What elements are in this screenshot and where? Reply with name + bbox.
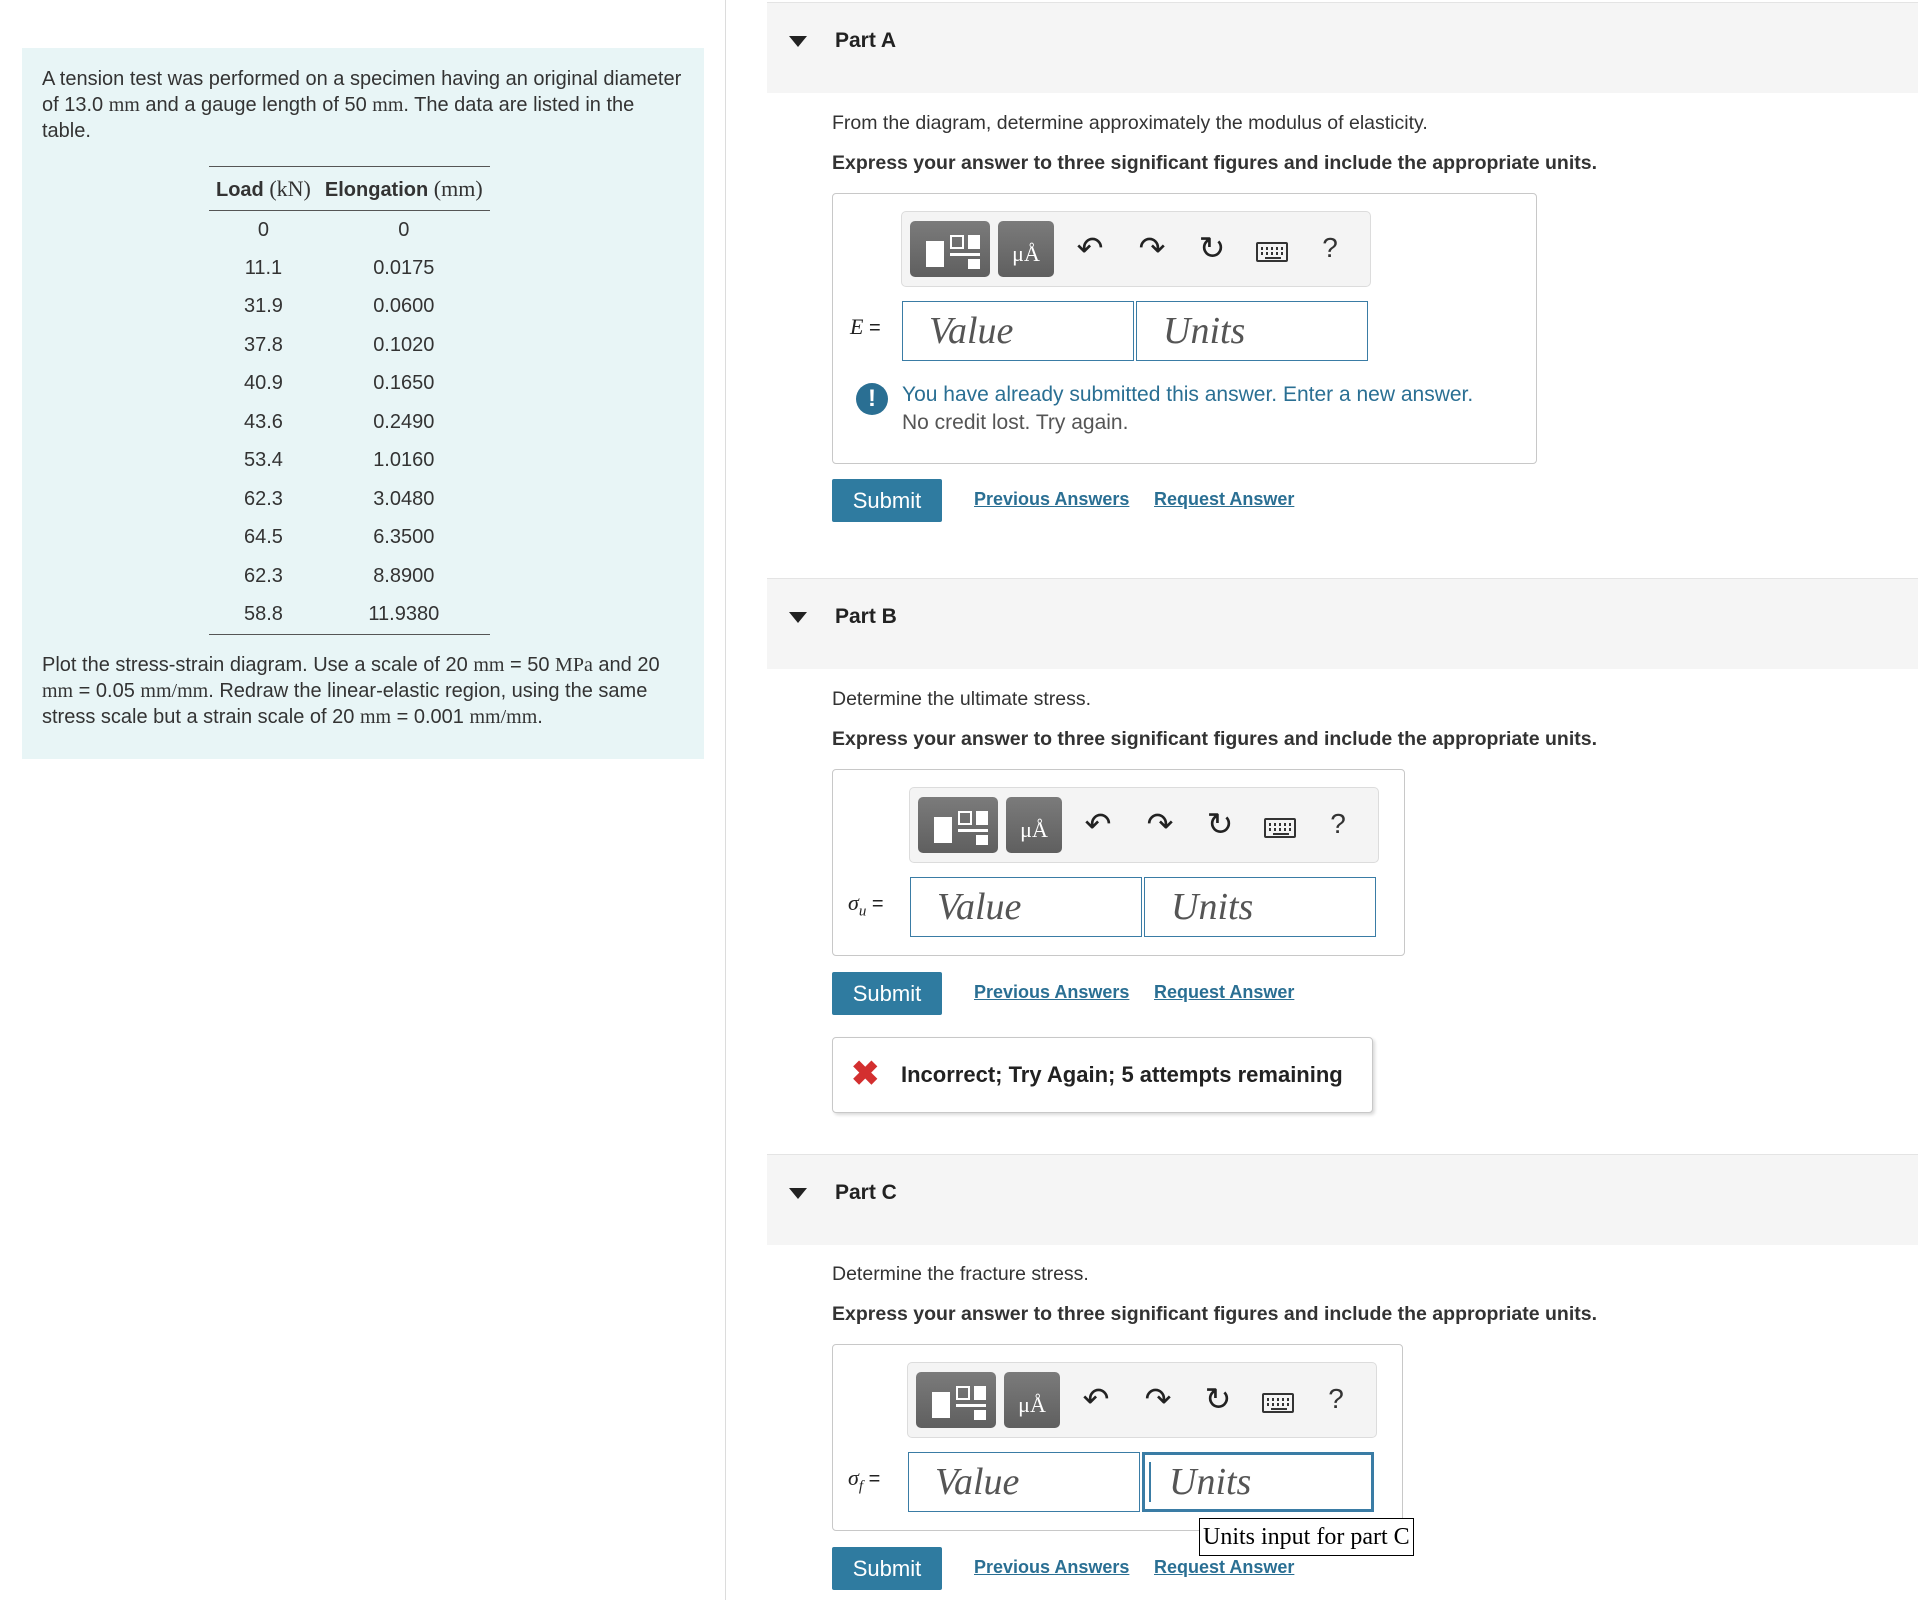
part-b-header[interactable] bbox=[767, 578, 1918, 669]
templates-button[interactable] bbox=[910, 221, 990, 277]
info-icon: ! bbox=[856, 383, 888, 415]
part-b-toolbar bbox=[909, 787, 1379, 863]
part-a-value-input[interactable] bbox=[902, 301, 1134, 361]
part-b-units-input[interactable] bbox=[1144, 877, 1376, 937]
reset-icon[interactable]: ↻ bbox=[1198, 230, 1226, 266]
part-c-toolbar bbox=[907, 1362, 1377, 1438]
load-cell: 58.8 bbox=[209, 596, 318, 635]
elongation-cell: 0.1020 bbox=[373, 333, 435, 356]
part-a-previous-answers-link[interactable]: Previous Answers bbox=[974, 489, 1130, 509]
reset-icon[interactable]: ↻ bbox=[1206, 806, 1234, 842]
load-cell: 31.9 bbox=[243, 295, 283, 318]
collapse-triangle-icon[interactable] bbox=[789, 36, 807, 47]
part-a-variable-label: E = bbox=[850, 314, 881, 339]
data-table bbox=[209, 166, 490, 635]
part-c-value-input[interactable] bbox=[908, 1452, 1140, 1512]
part-c-variable-label: $\sigma_f$ = bbox=[848, 1465, 881, 1495]
template-block-icon bbox=[968, 235, 980, 249]
table-row bbox=[209, 519, 490, 558]
table-row bbox=[209, 403, 490, 442]
elongation-cell: 8.8900 bbox=[373, 564, 435, 587]
elongation-cell: 0.1650 bbox=[373, 372, 435, 395]
template-block-icon bbox=[968, 259, 980, 269]
load-cell: 37.8 bbox=[243, 333, 283, 356]
redo-icon[interactable]: ↷ bbox=[1138, 230, 1166, 266]
load-cell: 64.5 bbox=[243, 526, 283, 549]
units-icon: μÅ bbox=[1020, 817, 1048, 842]
table-row bbox=[209, 557, 490, 596]
units-icon: μÅ bbox=[1012, 241, 1040, 266]
part-a-info-message bbox=[902, 381, 1473, 437]
undo-icon[interactable]: ↶ bbox=[1082, 1381, 1110, 1417]
template-block-icon bbox=[926, 241, 944, 267]
redo-icon[interactable]: ↷ bbox=[1146, 806, 1174, 842]
part-c-instruction: Express your answer to three significant figures and include the appropriate units. bbox=[832, 1303, 1597, 1325]
help-icon[interactable]: ? bbox=[1322, 232, 1338, 263]
collapse-triangle-icon[interactable] bbox=[789, 612, 807, 623]
undo-icon[interactable]: ↶ bbox=[1084, 806, 1112, 842]
load-header: Load (kN) bbox=[209, 167, 318, 211]
template-block-icon bbox=[976, 835, 988, 845]
elongation-cell: 6.3500 bbox=[373, 526, 435, 549]
problem-intro: A tension test was performed on a specimen having an original diameter of 13.0 mm and a gauge length of 50 mm. The data are listed in the table. bbox=[42, 68, 682, 142]
load-cell: 0 bbox=[257, 218, 269, 241]
elongation-header: Elongation (mm) bbox=[318, 167, 490, 211]
elongation-cell: 0 bbox=[398, 218, 410, 241]
units-button[interactable] bbox=[1004, 1372, 1060, 1428]
part-c-request-answer-link[interactable]: Request Answer bbox=[1154, 1557, 1295, 1577]
help-icon[interactable]: ? bbox=[1328, 1383, 1344, 1414]
keyboard-icon[interactable] bbox=[1256, 242, 1288, 262]
units-button[interactable] bbox=[1006, 797, 1062, 853]
load-cell: 43.6 bbox=[243, 410, 283, 433]
part-b-request-answer-link[interactable]: Request Answer bbox=[1154, 982, 1295, 1002]
templates-button[interactable] bbox=[918, 797, 998, 853]
collapse-triangle-icon[interactable] bbox=[789, 1188, 807, 1199]
part-b-instruction: Express your answer to three significant figures and include the appropriate units. bbox=[832, 728, 1597, 750]
part-a-units-input[interactable] bbox=[1136, 301, 1368, 361]
template-box-icon bbox=[950, 235, 964, 249]
part-c-previous-answers-link[interactable]: Previous Answers bbox=[974, 1557, 1130, 1577]
table-row bbox=[209, 365, 490, 404]
load-cell: 62.3 bbox=[243, 564, 283, 587]
table-row bbox=[209, 596, 490, 635]
template-block-icon bbox=[932, 1392, 950, 1418]
part-a-toolbar bbox=[901, 211, 1371, 287]
units-button[interactable] bbox=[998, 221, 1054, 277]
table-row bbox=[209, 288, 490, 327]
table-row bbox=[209, 249, 490, 288]
keyboard-icon[interactable] bbox=[1262, 1393, 1294, 1413]
elongation-cell: 1.0160 bbox=[373, 449, 435, 472]
part-a-question: From the diagram, determine approximately the modulus of elasticity. bbox=[832, 112, 1428, 134]
fraction-bar-icon bbox=[956, 1404, 986, 1407]
part-c-header[interactable] bbox=[767, 1154, 1918, 1245]
text-caret bbox=[1149, 1462, 1151, 1502]
problem-instructions: Plot the stress-strain diagram. Use a scale of 20 mm = 50 MPa and 20 mm = 0.05 mm/mm. Redraw the linear-elastic region, using the same stress scale but a strain scale of 20 mm = 0.001 mm/mm. bbox=[42, 654, 660, 728]
part-a-submit-button[interactable]: Submit bbox=[832, 479, 942, 522]
template-block-icon bbox=[934, 817, 952, 843]
template-block-icon bbox=[974, 1386, 986, 1400]
incorrect-x-icon: ✖ bbox=[851, 1055, 880, 1093]
part-c-question: Determine the fracture stress. bbox=[832, 1263, 1089, 1285]
table-row bbox=[209, 442, 490, 481]
load-cell: 11.1 bbox=[244, 256, 283, 279]
part-a-title: Part A bbox=[835, 29, 897, 52]
keyboard-icon[interactable] bbox=[1264, 818, 1296, 838]
part-a-header[interactable] bbox=[767, 2, 1918, 93]
part-b-value-input[interactable] bbox=[910, 877, 1142, 937]
reset-icon[interactable]: ↻ bbox=[1204, 1381, 1232, 1417]
template-box-icon bbox=[958, 811, 972, 825]
elongation-cell: 11.9380 bbox=[318, 596, 490, 635]
load-cell: 62.3 bbox=[243, 487, 283, 510]
panel-divider bbox=[725, 0, 726, 1600]
elongation-cell: 3.0480 bbox=[373, 487, 435, 510]
load-cell: 53.4 bbox=[243, 449, 283, 472]
elongation-cell: 0.0175 bbox=[373, 256, 435, 279]
fraction-bar-icon bbox=[958, 829, 988, 832]
template-block-icon bbox=[976, 811, 988, 825]
part-b-feedback-message: Incorrect; Try Again; 5 attempts remaining bbox=[901, 1062, 1343, 1087]
part-c-submit-button[interactable]: Submit bbox=[832, 1547, 942, 1590]
part-c-title: Part C bbox=[835, 1181, 897, 1204]
templates-button[interactable] bbox=[916, 1372, 996, 1428]
fraction-bar-icon bbox=[950, 253, 980, 256]
load-cell: 40.9 bbox=[243, 372, 283, 395]
undo-icon[interactable]: ↶ bbox=[1076, 230, 1104, 266]
info-line-1: You have already submitted this answer. Enter a new answer. bbox=[902, 383, 1474, 406]
part-a-instruction: Express your answer to three significant figures and include the appropriate units. bbox=[832, 152, 1597, 174]
problem-panel bbox=[22, 48, 704, 759]
units-icon: μÅ bbox=[1018, 1392, 1046, 1417]
info-line-2: No credit lost. Try again. bbox=[902, 411, 1129, 434]
part-b-submit-button[interactable]: Submit bbox=[832, 972, 942, 1015]
template-box-icon bbox=[956, 1386, 970, 1400]
help-icon[interactable]: ? bbox=[1330, 808, 1346, 839]
part-c-units-input[interactable] bbox=[1142, 1452, 1374, 1512]
part-a-request-answer-link[interactable]: Request Answer bbox=[1154, 489, 1295, 509]
redo-icon[interactable]: ↷ bbox=[1144, 1381, 1172, 1417]
table-row bbox=[209, 326, 490, 365]
part-b-previous-answers-link[interactable]: Previous Answers bbox=[974, 982, 1130, 1002]
part-b-feedback bbox=[832, 1037, 1373, 1113]
elongation-cell: 0.0600 bbox=[373, 295, 435, 318]
table-row bbox=[209, 211, 490, 250]
table-row bbox=[209, 480, 490, 519]
elongation-cell: 0.2490 bbox=[373, 410, 435, 433]
part-b-variable-label: $\sigma_u$ = bbox=[848, 890, 884, 920]
part-b-title: Part B bbox=[835, 605, 897, 628]
part-b-question: Determine the ultimate stress. bbox=[832, 688, 1092, 710]
template-block-icon bbox=[974, 1410, 986, 1420]
units-input-tooltip: Units input for part C bbox=[1199, 1518, 1414, 1556]
